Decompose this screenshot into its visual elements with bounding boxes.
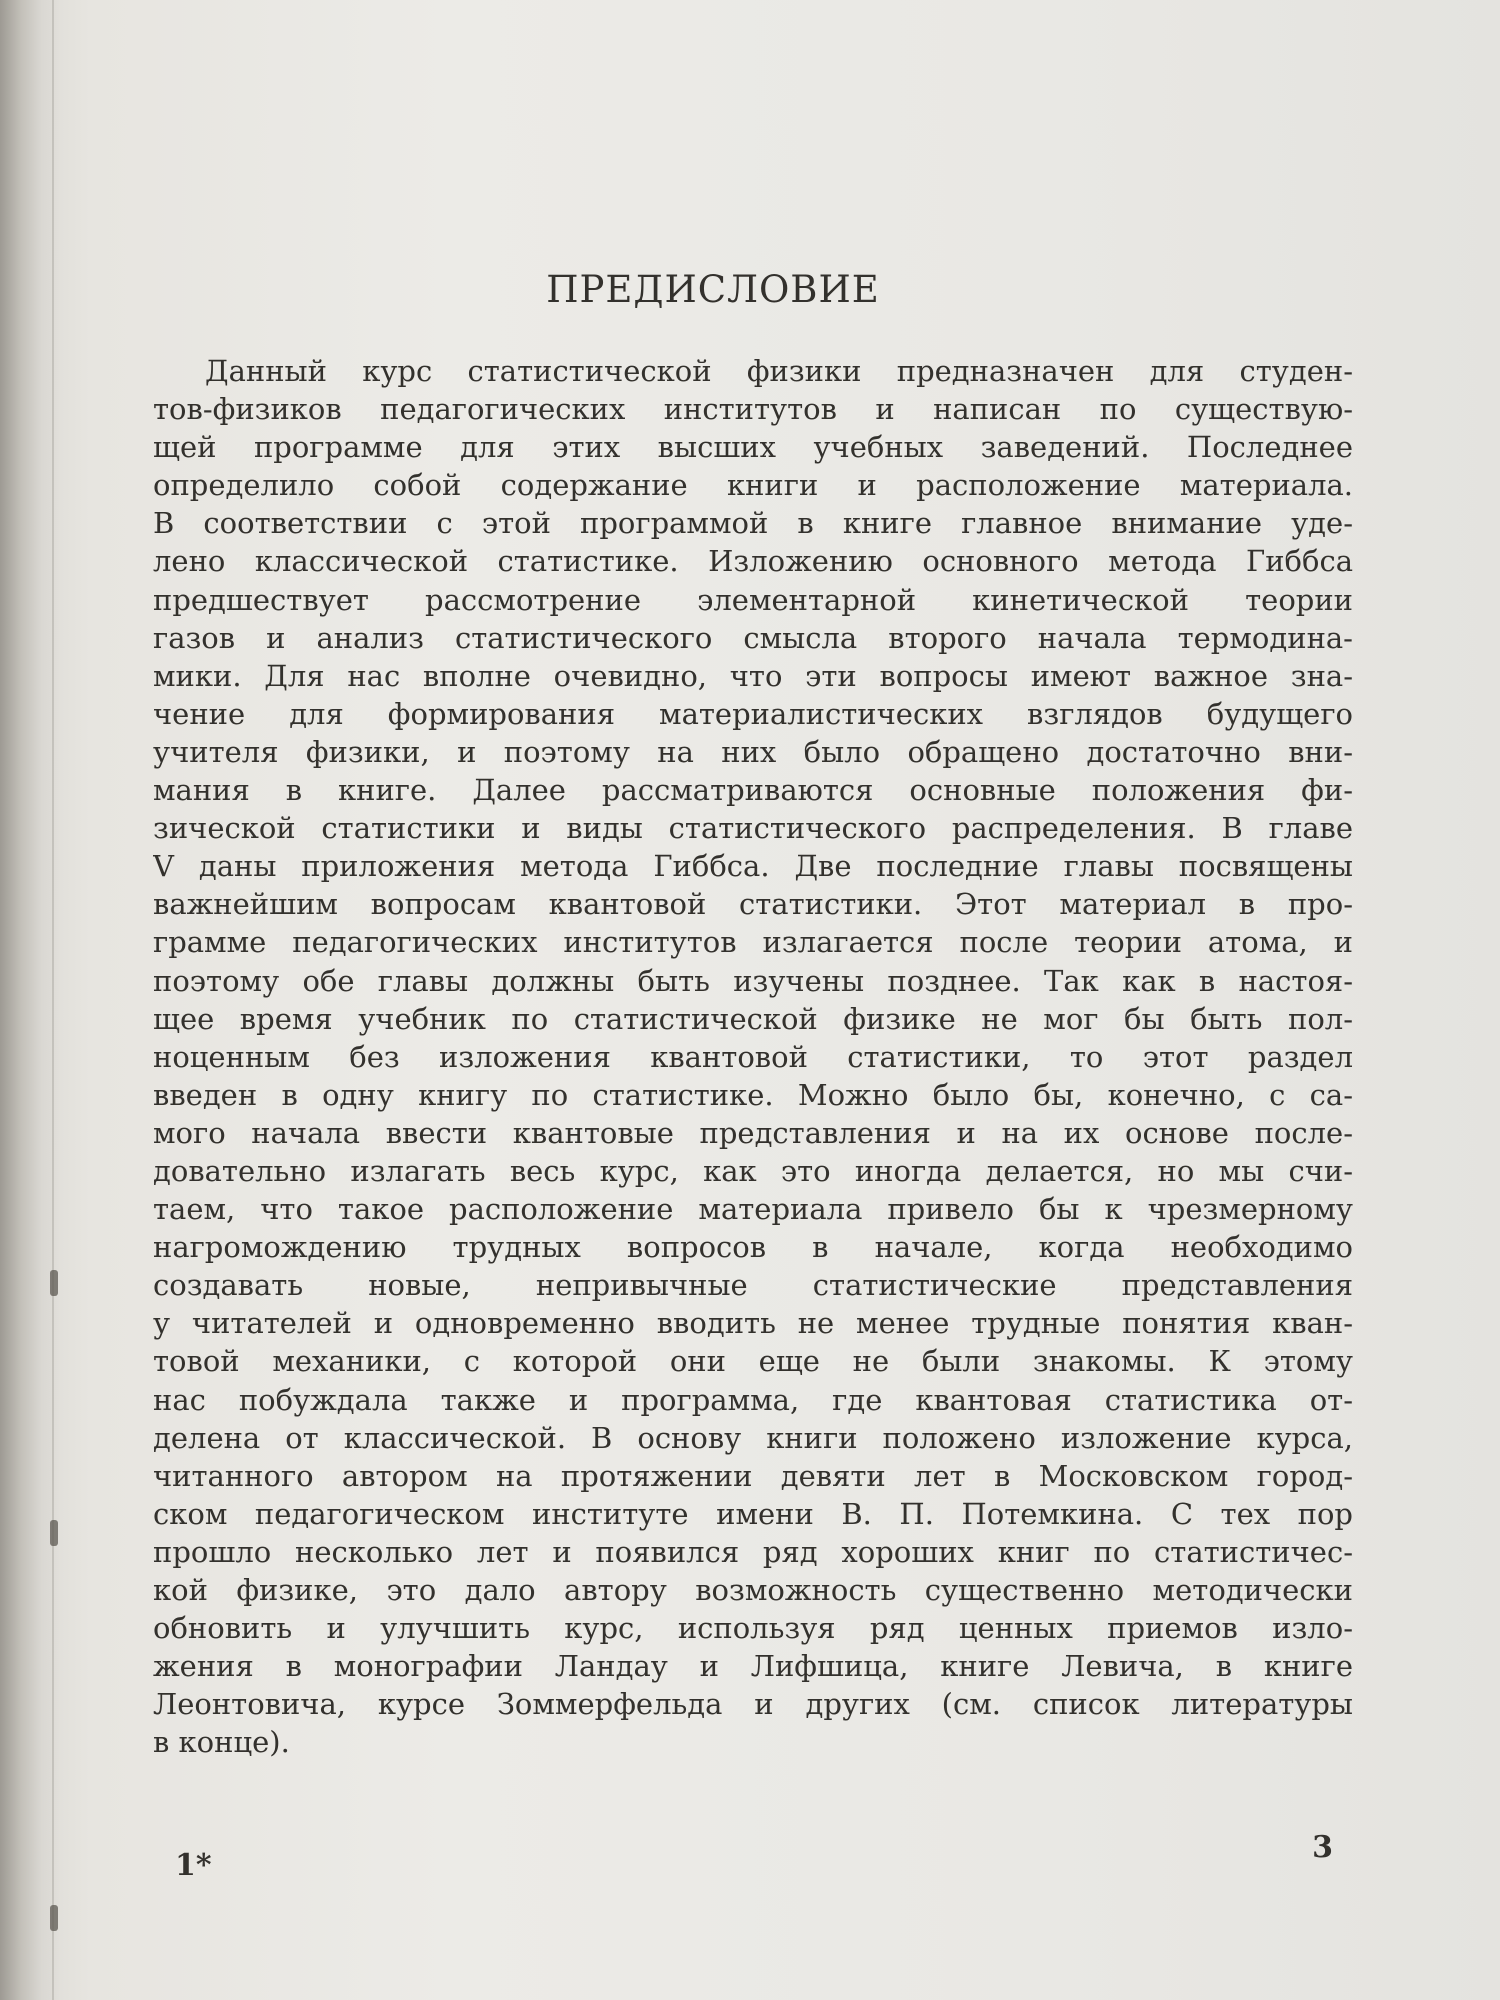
paragraph-line: создавать новые, непривычные статистические представления bbox=[153, 1268, 1353, 1303]
paragraph-line: газов и анализ статистического смысла второго начала термодина- bbox=[153, 620, 1353, 655]
paragraph-line: ноценным без изложения квантовой статистики, то этот раздел bbox=[153, 1039, 1353, 1074]
book-spine-shadow bbox=[0, 0, 60, 2000]
paragraph-line: мания в книге. Далее рассматриваются основные положения фи- bbox=[153, 773, 1353, 808]
paragraph-line: предшествует рассмотрение элементарной кинетической теории bbox=[153, 582, 1353, 617]
paragraph-line: тов-физиков педагогических институтов и написан по существую- bbox=[153, 392, 1353, 427]
paragraph-line: определило собой содержание книги и расположение материала. bbox=[153, 468, 1353, 503]
paragraph-line: прошло несколько лет и появился ряд хороших книг по статистичес- bbox=[153, 1534, 1353, 1569]
paragraph-line: введен в одну книгу по статистике. Можно было бы, конечно, с са- bbox=[153, 1077, 1353, 1112]
paragraph-line: обновить и улучшить курс, используя ряд ценных приемов изло- bbox=[153, 1611, 1353, 1646]
preface-paragraph bbox=[153, 352, 1353, 1761]
paragraph-line: зической статистики и виды статистического распределения. В главе bbox=[153, 811, 1353, 846]
page-title: ПРЕДИСЛОВИЕ bbox=[546, 268, 880, 311]
paragraph-line: товой механики, с которой они еще не были знакомы. К этому bbox=[153, 1344, 1353, 1379]
binding-stitch-mark bbox=[50, 1905, 58, 1931]
paragraph-line: Леонтовича, курсе Зоммерфельда и других (см. список литературы bbox=[153, 1687, 1353, 1722]
paragraph-line: нагромождению трудных вопросов в начале, когда необходимо bbox=[153, 1230, 1353, 1265]
paragraph-line: мики. Для нас вполне очевидно, что эти вопросы имеют важное зна- bbox=[153, 658, 1353, 693]
paragraph-line: щей программе для этих высших учебных заведений. Последнее bbox=[153, 430, 1353, 465]
paragraph-line: таем, что такое расположение материала привело бы к чрезмерному bbox=[153, 1192, 1353, 1227]
paragraph-line: V даны приложения метода Гиббса. Две последние главы посвящены bbox=[153, 849, 1353, 884]
paragraph-line: нас побуждала также и программа, где квантовая статистика от- bbox=[153, 1382, 1353, 1417]
paragraph-line: важнейшим вопросам квантовой статистики. Этот материал в про- bbox=[153, 887, 1353, 922]
binding-stitch-mark bbox=[50, 1270, 58, 1296]
paragraph-line: грамме педагогических институтов излагается после теории атома, и bbox=[153, 925, 1353, 960]
binding-stitch-mark bbox=[50, 1520, 58, 1546]
paragraph-line: делена от классической. В основу книги положено изложение курса, bbox=[153, 1420, 1353, 1455]
paragraph-line: учителя физики, и поэтому на них было обращено достаточно вни- bbox=[153, 734, 1353, 769]
page-content bbox=[153, 0, 1353, 2000]
paragraph-line: читанного автором на протяжении девяти лет в Московском город- bbox=[153, 1458, 1353, 1493]
paragraph-line: лено классической статистике. Изложению основного метода Гиббса bbox=[153, 544, 1353, 579]
paragraph-line: поэтому обе главы должны быть изучены позднее. Так как в настоя- bbox=[153, 963, 1353, 998]
paragraph-line: довательно излагать весь курс, как это иногда делается, но мы счи- bbox=[153, 1153, 1353, 1188]
paragraph-line: мого начала ввести квантовые представления и на их основе после- bbox=[153, 1115, 1353, 1150]
paragraph-line: в конце). bbox=[153, 1725, 290, 1760]
paragraph-line: кой физике, это дало автору возможность существенно методически bbox=[153, 1573, 1353, 1607]
spine-fold-line bbox=[52, 0, 54, 2000]
paragraph-line: Данный курс статистической физики предназначен для студен- bbox=[205, 354, 1353, 388]
paragraph-line: щее время учебник по статистической физике не мог бы быть пол- bbox=[153, 1001, 1353, 1036]
page-number: 3 bbox=[1312, 1830, 1333, 1865]
paragraph-line: В соответствии с этой программой в книге главное внимание уде- bbox=[153, 506, 1353, 541]
signature-mark: 1* bbox=[175, 1848, 212, 1883]
paragraph-line: у читателей и одновременно вводить не менее трудные понятия кван- bbox=[153, 1306, 1353, 1341]
paragraph-line: чение для формирования материалистических взглядов будущего bbox=[153, 696, 1353, 731]
paragraph-line: ском педагогическом институте имени В. П. Потемкина. С тех пор bbox=[153, 1496, 1353, 1531]
paragraph-line: жения в монографии Ландау и Лифшица, книге Левича, в книге bbox=[153, 1649, 1353, 1684]
